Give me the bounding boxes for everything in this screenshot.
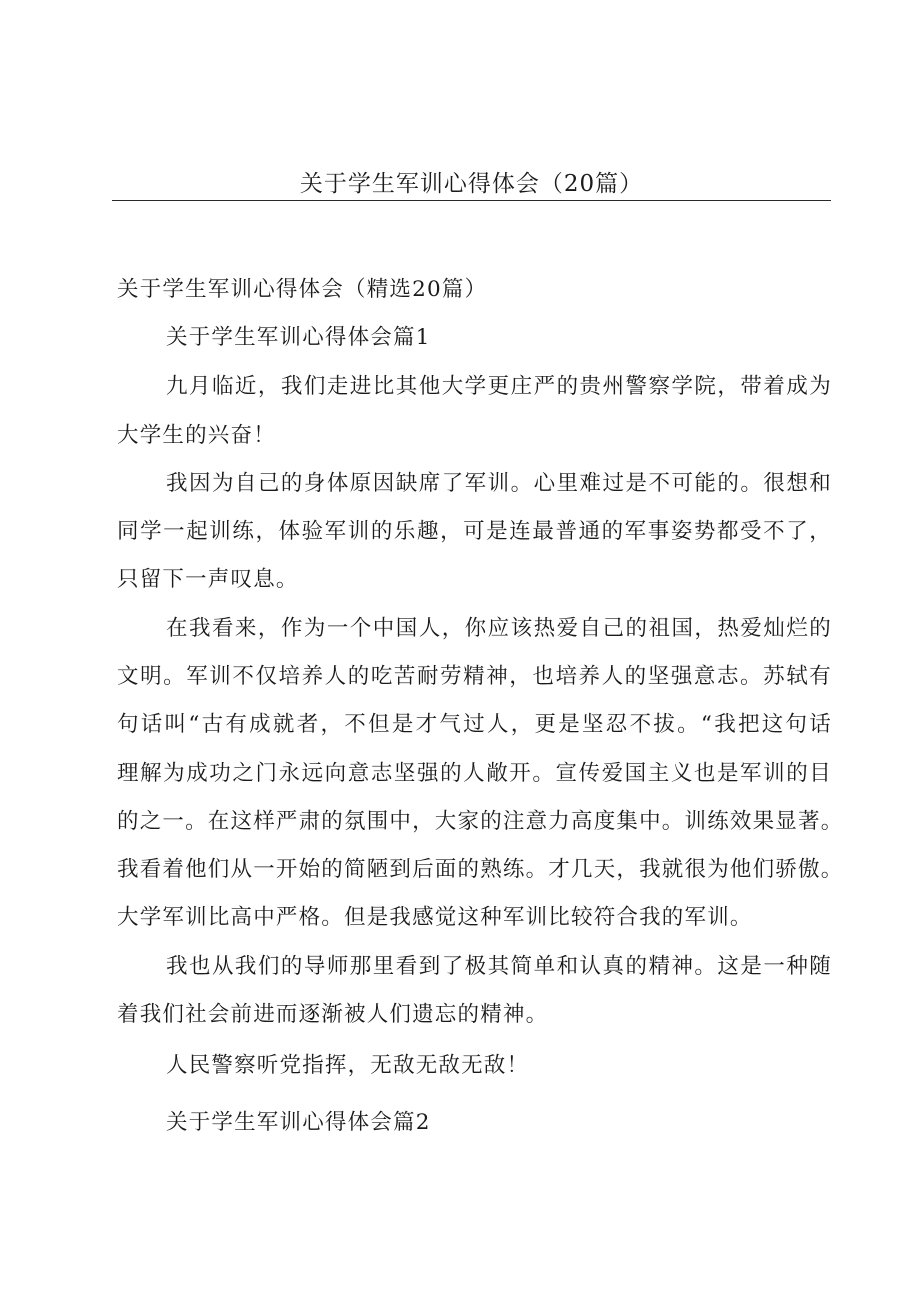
document-subtitle: 关于学生军训心得体会（精选20篇） bbox=[117, 277, 488, 302]
paragraph-line: 九月临近，我们走进比其他大学更庄严的贵州警察学院，带着成为 bbox=[166, 374, 832, 399]
paragraph-line: 大学军训比高中严格。但是我感觉这种军训比较符合我的军训。 bbox=[117, 905, 753, 930]
paragraph-line: 文明。军训不仅培养人的吃苦耐劳精神，也培养人的坚强意志。苏轼有 bbox=[117, 664, 832, 689]
document-header bbox=[112, 166, 831, 202]
paragraph-line: 理解为成功之门永远向意志坚强的人敞开。宣传爱国主义也是军训的目 bbox=[117, 761, 832, 786]
header-title: 关于学生军训心得体会（20篇） bbox=[299, 171, 644, 197]
header-rule bbox=[112, 200, 831, 201]
paragraph-line: 我也从我们的导师那里看到了极其简单和认真的精神。这是一种随 bbox=[166, 954, 832, 979]
paragraph-line: 我看着他们从一开始的简陋到后面的熟练。才几天，我就很为他们骄傲。 bbox=[117, 857, 844, 882]
paragraph-line: 的之一。在这样严肃的氛围中，大家的注意力高度集中。训练效果显著。 bbox=[117, 809, 844, 834]
paragraph-line: 着我们社会前进而逐渐被人们遗忘的精神。 bbox=[117, 1002, 549, 1027]
section-heading-1: 关于学生军训心得体会篇1 bbox=[166, 325, 431, 350]
paragraph-line: 大学生的兴奋！ bbox=[117, 423, 276, 448]
paragraph-line: 在我看来，作为一个中国人，你应该热爱自己的祖国，热爱灿烂的 bbox=[166, 616, 832, 641]
paragraph-line: 人民警察听党指挥，无敌无敌无敌！ bbox=[166, 1053, 530, 1078]
section-heading-2: 关于学生军训心得体会篇2 bbox=[166, 1110, 431, 1135]
paragraph-line: 句话叫“古有成就者，不但是才气过人，更是坚忍不拔。“我把这句话 bbox=[117, 712, 832, 737]
paragraph-line: 同学一起训练，体验军训的乐趣，可是连最普通的军事姿势都受不了， bbox=[117, 519, 832, 544]
paragraph-line: 只留下一声叹息。 bbox=[117, 567, 299, 592]
paragraph-line: 我因为自己的身体原因缺席了军训。心里难过是不可能的。很想和 bbox=[166, 471, 832, 496]
